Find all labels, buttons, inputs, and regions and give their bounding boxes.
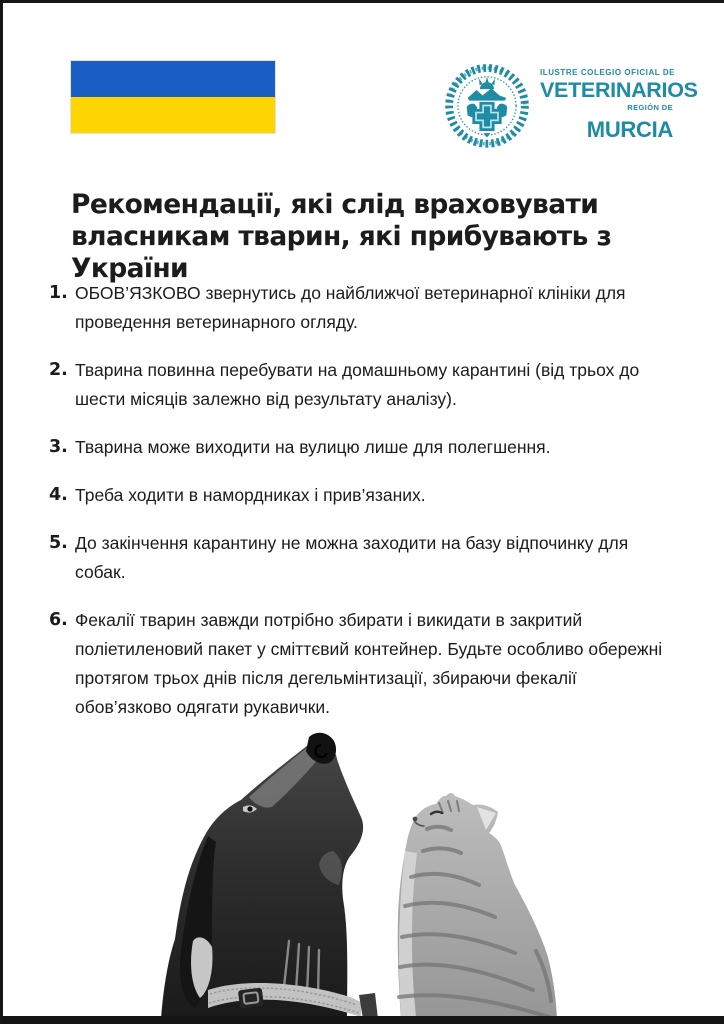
item-text: Треба ходити в намордниках і прив’язаних. <box>75 485 426 505</box>
item-number: 4. <box>49 485 68 505</box>
item-text: Фекалії тварин завжди потрібно збирати і викидати в закритий поліетиленовий пакет у сміттєвий контейнер. Будьте особливо обережні протягом трьох днів після дегельмінтизації, збираючи фекалії обов’язково одягати рукавички. <box>75 610 663 717</box>
item-number: 6. <box>49 610 68 630</box>
item-text: ОБОВ’ЯЗКОВО звернутись до найближчої ветеринарної клініки для проведення ветеринарного огляду. <box>75 283 626 332</box>
list-item <box>49 529 671 587</box>
flag-yellow-stripe <box>71 97 275 133</box>
dog-figure <box>161 733 378 1019</box>
item-text: Тварина повинна перебувати на домашньому карантині (від трьох до шести місяців залежно від результату аналізу). <box>75 360 640 409</box>
logo-line3 <box>540 103 673 141</box>
title-line2: власникам тварин, які прибувають з України <box>71 221 612 284</box>
item-text: Тварина може виходити на вулицю лише для полегшення. <box>75 437 551 457</box>
veterinary-college-seal-icon <box>443 61 531 149</box>
page-title <box>71 189 671 285</box>
cat-figure <box>398 793 557 1019</box>
item-number: 5. <box>49 533 68 553</box>
list-item <box>49 356 671 414</box>
item-number: 3. <box>49 437 68 457</box>
list-item <box>49 279 671 337</box>
flag-blue-stripe <box>71 61 275 97</box>
dog-and-cat-photo <box>3 701 724 1021</box>
logo-region-de: REGIÓN DE <box>627 102 673 112</box>
list-item <box>49 481 671 510</box>
ukraine-flag <box>71 61 275 133</box>
item-number: 1. <box>49 283 68 303</box>
logo-line2: VETERINARIOS <box>540 78 698 103</box>
logo-murcia: MURCIA <box>586 116 673 142</box>
item-text: До закінчення карантину не можна заходити на базу відпочинку для собак. <box>75 533 629 582</box>
item-number: 2. <box>49 360 68 380</box>
recommendations-list <box>49 279 671 741</box>
list-item <box>49 433 671 462</box>
title-line1: Рекомендації, які слід враховувати <box>71 189 599 220</box>
bottom-border-bar <box>3 1016 724 1024</box>
logo-line1: ILUSTRE COLEGIO OFICIAL DE <box>540 68 676 78</box>
veterinarios-murcia-logo <box>443 59 698 151</box>
